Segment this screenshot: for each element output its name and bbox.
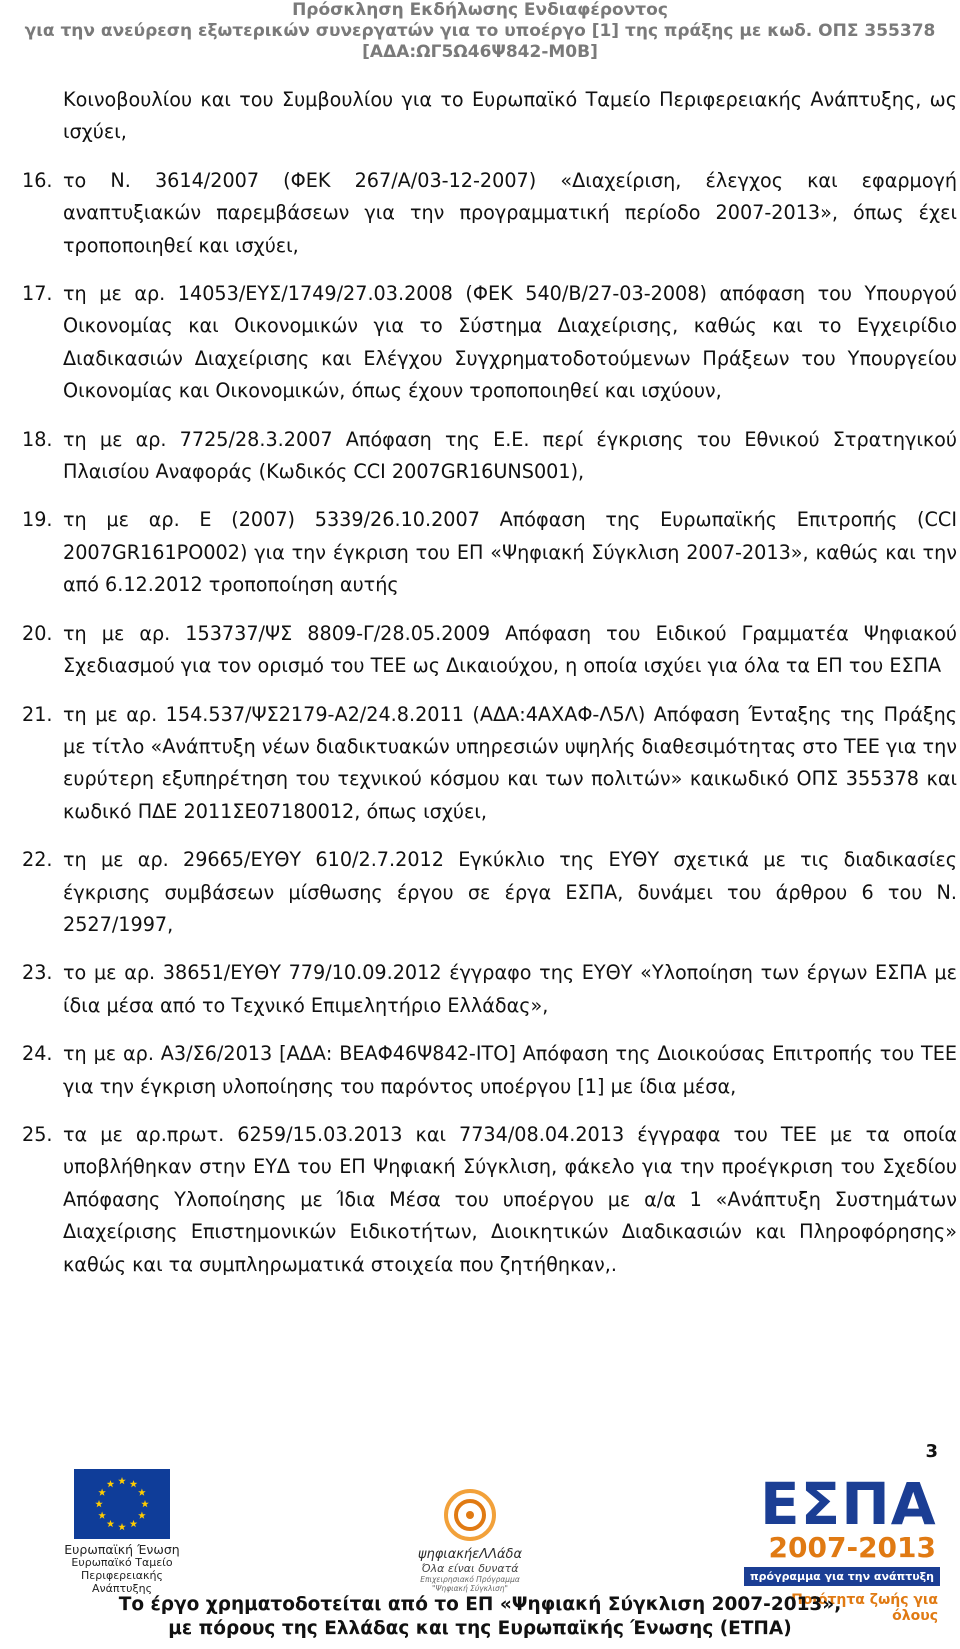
list-item-text: τα με αρ.πρωτ. 6259/15.03.2013 και 7734/08.04.2013 έγγραφα του ΤΕΕ με τα οποία υποβλήθηκαν στην ΕΥΔ του ΕΠ Ψηφιακή Σύγκλιση, φάκελο για την προέγκριση του Σχεδίου Απόφασης Υλοποίησης με Ίδια Μέσα του υποέργου με α/α 1 «Ανάπτυξη Συστημάτων Διαχείρισης Επιστημονικών Ειδικοτήτων, Διοικητικών Διαδικασιών και Πληροφόρησης» καθώς και τα συμπληρωματικά στοιχεία που ζητήθηκαν,. xyxy=(63,1122,957,1276)
list-item xyxy=(22,504,957,601)
eu-flag-icon xyxy=(74,1469,170,1539)
list-item-number: 23. xyxy=(22,961,53,985)
list-item-number: 22. xyxy=(22,848,53,872)
list-item-text: το με αρ. 38651/ΕΥΘΥ 779/10.09.2012 έγγραφο της ΕΥΘΥ «Υλοποίηση των έργων ΕΣΠΑ με ίδια μέσα από το Τεχνικό Επιμελητήριο Ελλάδας», xyxy=(63,961,957,1017)
list-item-text: τη με αρ. Α3/Σ6/2013 [ΑΔΑ: ΒΕΑΦ46Ψ842-ΙΤΟ] Απόφαση της Διοικούσας Επιτροπής του ΤΕΕ για την έγκριση υλοποίησης του παρόντος υποέργου [1] με ίδια μέσα, xyxy=(63,1042,957,1098)
eu-logo-line3: Περιφερειακής Ανάπτυξης xyxy=(81,1569,163,1595)
list-item xyxy=(22,165,957,262)
list-item-text: τη με αρ. 7725/28.3.2007 Απόφαση της Ε.Ε. περί έγκρισης του Εθνικού Στρατηγικού Πλαισίου Αναφοράς (Κωδικός CCI 2007GR16UNS001), xyxy=(63,427,957,484)
document-header xyxy=(0,0,960,62)
document-body xyxy=(22,84,957,1281)
list-item-text: τη με αρ. 153737/ΨΣ 8809-Γ/28.05.2009 Απόφαση του Ειδικού Γραμματέα Ψηφιακού Σχεδιασμού για τον ορισμό του ΤΕΕ ως Δικαιούχου, η οποία ισχύει για όλα τα ΕΠ του ΕΣΠΑ xyxy=(63,621,957,678)
digital-logo-sub2: "Ψηφιακή Σύγκλιση" xyxy=(432,1584,508,1593)
funding-line1: Το έργο χρηματοδοτείται από το ΕΠ «Ψηφιακή Σύγκλιση 2007-2013», xyxy=(118,1594,842,1615)
espa-logo-word: ΕΣΠΑ xyxy=(760,1470,937,1538)
list-item xyxy=(22,844,957,941)
espa-logo-bar xyxy=(749,1567,940,1586)
continuation-paragraph: Κοινοβουλίου και του Συμβουλίου για το Ευρωπαϊκό Ταμείο Περιφερειακής Ανάπτυξης, ως ισχύει, xyxy=(63,88,957,144)
list-item xyxy=(22,424,957,489)
espa-logo-years: 2007-2013 xyxy=(768,1531,936,1564)
header-ada: [ΑΔΑ:ΩΓ5Ω46Ψ842-Μ0Β] xyxy=(362,42,598,62)
funding-footnote xyxy=(0,1593,960,1641)
digital-logo-sub1: Επιχειρησιακό Πρόγραμμα xyxy=(420,1575,520,1584)
list-item xyxy=(22,699,957,829)
list-item xyxy=(22,957,957,1022)
document-footer xyxy=(0,1455,960,1649)
espa-logo-program: πρόγραμμα για την ανάπτυξη xyxy=(744,1567,940,1586)
digital-convergence-logo xyxy=(400,1489,540,1593)
list-item-text: το Ν. 3614/2007 (ΦΕΚ 267/Α/03-12-2007) «Διαχείριση, έλεγχος και εφαρμογή αναπτυξιακών παρεμβάσεων για την προγραμματική περίοδο 2007-2013», όπως έχει τροποποιηθεί και ισχύει, xyxy=(63,168,957,257)
list-item-number: 21. xyxy=(22,702,53,726)
list-item-text: τη με αρ. 14053/ΕΥΣ/1749/27.03.2008 (ΦΕΚ 540/Β/27-03-2008) απόφαση του Υπουργού Οικονομίας και Οικονομικών για το Σύστημα Διαχείρισης, καθώς και το Εγχειρίδιο Διαδικασιών Διαχείρισης και Ελέγχου Συγχρηματοδοτούμενων Πράξεων του Υπουργείου Οικονομίας και Οικονομικών, όπως έχουν τροποποιηθεί και ισχύουν, xyxy=(63,282,957,403)
digital-logo-slogan: Όλα είναι δυνατά xyxy=(421,1562,519,1575)
eu-logo-line1: Ευρωπαϊκή Ένωση xyxy=(64,1542,180,1557)
espa-logo-tagline: Ποιότητα ζωής για όλους xyxy=(791,1592,938,1624)
page-number: 3 xyxy=(925,1441,938,1462)
eu-logo-line2: Ευρωπαϊκό Ταμείο xyxy=(71,1556,173,1569)
digital-convergence-logo-icon xyxy=(435,1489,505,1541)
list-item xyxy=(22,1038,957,1103)
digital-logo-name: ψηφιακήεΛΛάδα xyxy=(417,1547,523,1562)
list-item-text: τη με αρ. Ε (2007) 5339/26.10.2007 Απόφαση της Ευρωπαϊκής Επιτροπής (CCI 2007GR161PO002) για την έγκριση του ΕΠ «Ψηφιακή Σύγκλιση 2007-2013», καθώς και την από 6.12.2012 τροποποίηση αυτής xyxy=(63,508,957,597)
list-item-text: τη με αρ. 29665/ΕΥΘΥ 610/2.7.2012 Εγκύκλιο της ΕΥΘΥ σχετικά με τις διαδικασίες έγκρισης συμβάσεων μίσθωσης έργου σε έργα ΕΣΠΑ, δυνάμει του άρθρου 6 του Ν. 2527/1997, xyxy=(63,848,957,936)
eu-logo xyxy=(62,1469,182,1595)
list-item xyxy=(22,618,957,683)
list-item-number: 25. xyxy=(22,1122,53,1146)
funding-line2: με πόρους της Ελλάδας και της Ευρωπαϊκής Ένωσης (ΕΤΠΑ) xyxy=(168,1618,792,1639)
header-title: Πρόσκληση Εκδήλωσης Ενδιαφέροντος xyxy=(292,0,668,20)
list-item-text: τη με αρ. 154.537/ΨΣ2179-Α2/24.8.2011 (ΑΔΑ:4ΑΧΑΦ-Λ5Λ) Απόφαση Ένταξης της Πράξης με τίτλο «Ανάπτυξη νέων διαδικτυακών υπηρεσιών υψηλής διαθεσιμότητας στο ΤΕΕ για την ευρύτερη εξυπηρέτηση του τεχνικού κόσμου και των πολιτών» καικωδικό ΟΠΣ 355378 και κωδικό ΠΔΕ 2011ΣΕ07180012, όπως ισχύει, xyxy=(63,702,957,823)
list-item-number: 24. xyxy=(22,1042,53,1066)
header-subtitle: για την ανεύρεση εξωτερικών συνεργατών για το υποέργο [1] της πράξης με κωδ. ΟΠΣ 355378 xyxy=(24,21,936,41)
list-item-number: 17. xyxy=(22,282,53,306)
list-item-number: 16. xyxy=(22,168,53,192)
list-item xyxy=(22,1119,957,1281)
list-item-number: 19. xyxy=(22,508,53,532)
eu-logo-caption xyxy=(62,1543,182,1595)
list-item-number: 18. xyxy=(22,427,53,451)
list-item-number: 20. xyxy=(22,621,53,645)
list-item xyxy=(22,278,957,408)
